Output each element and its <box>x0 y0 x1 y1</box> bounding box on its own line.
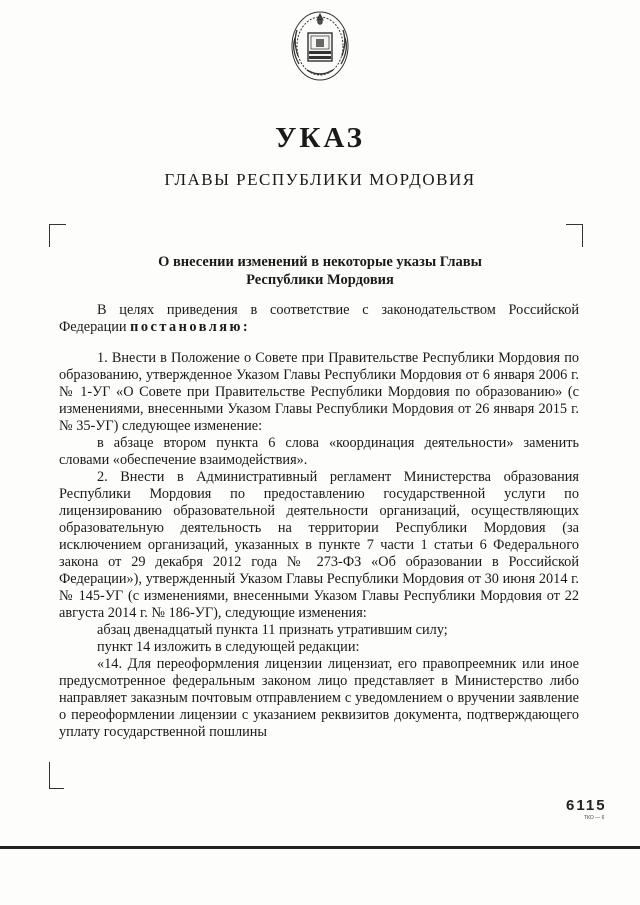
decree-title: УКАЗ <box>275 122 365 154</box>
preamble-text: В целях приведения в соответствие с законодательством Российской Федерации <box>59 302 579 335</box>
page-bottom-border <box>0 846 640 849</box>
document-body <box>59 302 579 741</box>
margin-bracket-top-right <box>566 224 583 247</box>
margin-bracket-top-left <box>49 224 66 247</box>
paragraph-item-2-change-a: абзац двенадцатый пункта 11 признать утратившим силу; <box>97 622 448 638</box>
decree-word: постановляю: <box>130 319 251 335</box>
coat-of-arms-emblem <box>289 8 351 84</box>
paragraph-item-2-change-b: пункт 14 изложить в следующей редакции: <box>97 639 360 655</box>
paragraph-item-1: 1. Внести в Положение о Совете при Правительстве Республики Мордовия по образованию, утвержденное Указом Главы Республики Мордовия от 6 января 2006 г. № 1-УГ «О Совете при Правительстве Республики Мордовия по образованию» (с изменениями, внесенными Указом Главы Республики Мордовия от 26 января 2015 г. № 35-УГ) следующее изменение: <box>59 350 579 434</box>
margin-bracket-bottom-left <box>49 762 64 789</box>
document-heading-line-2: Республики Мордовия <box>246 272 394 288</box>
document-heading <box>100 253 540 289</box>
decree-issuer: ГЛАВЫ РЕСПУБЛИКИ МОРДОВИЯ <box>164 170 476 189</box>
paragraph-item-2: 2. Внести в Административный регламент Министерства образования Республики Мордовия по предоставлению государственной услуги по лицензированию образовательной деятельности организаций, осуществляющих образовательную деятельность на территории Республики Мордовия (за исключением организаций, указанных в пункте 7 части 1 статьи 6 Федерального закона от 29 декабря 2012 года № 273-ФЗ «Об образовании в Российской Федерации»), утвержденный Указом Главы Республики Мордовия от 30 июня 2014 г. № 145-УГ (с изменениями, внесенными Указом Главы Республики Мордовия от 22 августа 2014 г. № 186-УГ), следующие изменения: <box>59 469 579 621</box>
registration-number-stamp: 6115 <box>566 797 607 814</box>
preamble-paragraph <box>59 302 579 336</box>
paragraph-item-1-change: в абзаце втором пункта 6 слова «координация деятельности» заменить словами «обеспечение взаимодействия». <box>59 435 579 468</box>
paragraph-item-14-text: «14. Для переоформления лицензии лицензиат, его правопреемник или иное предусмотренное федеральным законом лицо представляет в Министерство либо направляет заказным почтовым отправлением с уведомлением о вручении заявление о переоформлении лицензии с указанием реквизитов документа, подтверждающего уплату государственной пошлины <box>59 656 579 740</box>
document-heading-line-1: О внесении изменений в некоторые указы Главы <box>158 254 482 270</box>
form-code-stamp: ТКО — 6 <box>584 815 605 821</box>
